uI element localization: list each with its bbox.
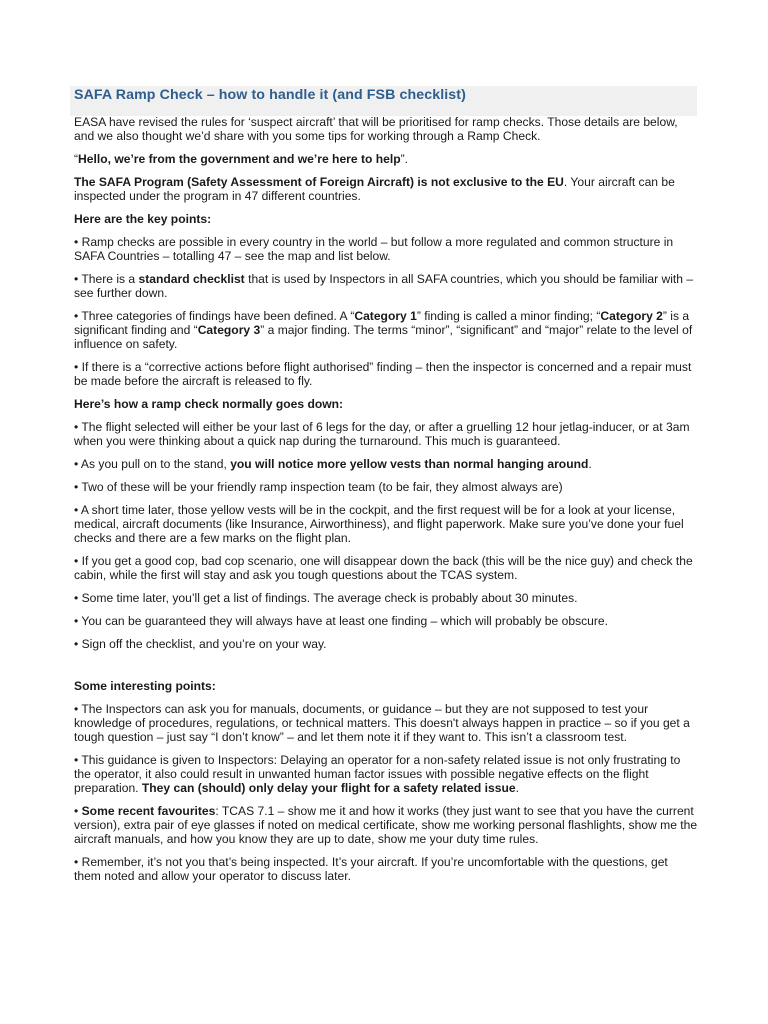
interesting-point-2: • This guidance is given to Inspectors: Delaying an operator for a non-safety related issue is not only frustrating to the operator, it also could result in unwanted human factor issues with possible negative effects on the flight preparation. They can (should) only delay your flight for a safety related issue. [74,753,681,795]
intro-paragraph: EASA have revised the rules for ‘suspect aircraft’ that will be prioritised for ramp checks. Those details are below, and we also thought we’d share with you some tips for working through a Ramp Check. [74,115,678,143]
ramp-step-2: • As you pull on to the stand, you will notice more yellow vests than normal hanging around. [74,457,592,471]
interesting-point-1: • The Inspectors can ask you for manuals, documents, or guidance – but they are not supposed to test your knowledge of procedures, regulations, or technical matters. This doesn't always happen in practice – so if you get a tough question – just say “I don’t know” – and let them note it if they want to. This isn’t a classroom test. [74,702,690,744]
ramp-step-4: • A short time later, those yellow vests will be in the cockpit, and the first request will be for a look at your license, medical, aircraft documents (like Insurance, Airworthiness), and flight paperwork. Make sure you’ve done your fuel checks and there are a few marks on the flight plan. [74,503,684,545]
ramp-step-1: • The flight selected will either be your last of 6 legs for the day, or after a gruelling 12 hour jetlag-inducer, or at 3am when you were thinking about a quick nap during the turnaround. This much is guaranteed. [74,420,690,448]
ramp-step-6: • Some time later, you’ll get a list of findings. The average check is probably about 30 minutes. [74,591,578,605]
program-rest: . Your aircraft can be inspected under the program in 47 different countries. [74,175,675,203]
title-bar [70,86,697,116]
interesting-point-3: • Some recent favourites: TCAS 7.1 – show me it and how it works (they just want to see that you have the current version), extra pair of eye glasses if noted on medical certificate, show me working personal flashlights, show me the aircraft manuals, and how you know they are up to date, show me your duty time rules. [74,804,698,846]
ramp-step-3: • Two of these will be your friendly ramp inspection team (to be fair, they almost always are) [74,480,563,494]
interesting-point-4: • Remember, it’s not you that’s being inspected. It’s your aircraft. If you’re uncomfortable with the questions, get them noted and allow your operator to discuss later. [74,855,668,883]
interesting-heading: Some interesting points: [74,679,216,693]
key-points-heading: Here are the key points: [74,212,212,226]
quote-close: ”. [400,152,408,166]
page-title: SAFA Ramp Check – how to handle it (and FSB checklist) [74,87,466,103]
program-bold: The SAFA Program (Safety Assessment of Foreign Aircraft) is not exclusive to the EU [74,175,564,189]
ramp-step-5: • If you get a good cop, bad cop scenario, one will disappear down the back (this will be the nice guy) and check the cabin, while the first will stay and ask you tough questions about the TCAS system. [74,554,693,582]
quote-open: “ [74,152,79,166]
key-point-3: • Three categories of findings have been defined. A “Category 1” finding is called a minor finding; “Category 2” is a significant finding and “Category 3” a major finding. The terms “minor”, “significant” and “major” relate to the level of influence on safety. [74,309,693,351]
ramp-step-8: • Sign off the checklist, and you’re on your way. [74,637,327,651]
ramp-step-7: • You can be guaranteed they will always have at least one finding – which will probably be obscure. [74,614,609,628]
key-point-1: • Ramp checks are possible in every country in the world – but follow a more regulated and common structure in SAFA Countries – totalling 47 – see the map and list below. [74,235,674,263]
ramp-heading: Here’s how a ramp check normally goes down: [74,397,344,411]
article-body [74,115,698,892]
program-paragraph [74,175,698,203]
quote-text: Hello, we’re from the government and we’re here to help [78,152,401,166]
key-point-2: • There is a standard checklist that is used by Inspectors in all SAFA countries, which you should be familiar with – see further down. [74,272,694,300]
key-point-4: • If there is a “corrective actions before flight authorised” finding – then the inspector is concerned and a repair must be made before the aircraft is released to fly. [74,360,692,388]
quote-paragraph [74,152,698,166]
